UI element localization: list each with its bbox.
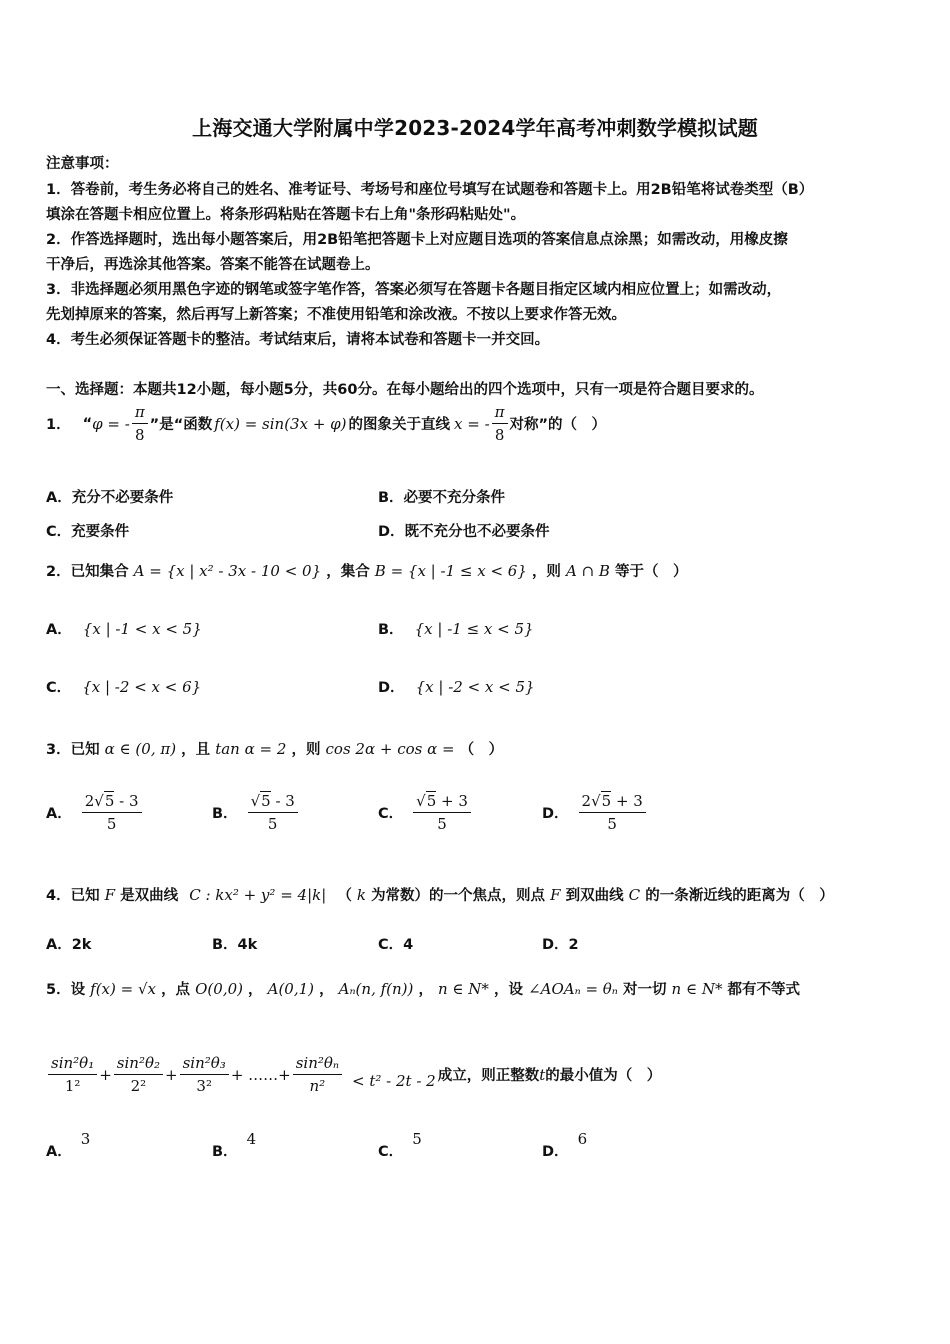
section-heading: 一、选择题：本题共12小题，每小题5分，共60分。在每小题给出的四个选项中，只有一项是符合题目要求的。 bbox=[46, 382, 764, 398]
question-4: 4．已知 F 是双曲线 C : kx² + y² = 4|k| （ k 为常数）的一个焦点，则点 F 到双曲线 C 的一条渐近线的距离为（ ） bbox=[46, 886, 834, 904]
question-1: 1． “ φ = - $\frac{\pi}{8}$ ”是“函数 f(x) = sin(3x + φ) 的图象关于直线 x = - $\frac{\pi}{8}$ 对称”的（ ） bbox=[46, 403, 607, 444]
option-c[interactable]: C． {x | -2 < x < 6} bbox=[46, 678, 202, 696]
fraction: $\frac{2√5 + 3}{5}$ bbox=[579, 792, 646, 833]
fraction: $\frac{\pi}{8}$ bbox=[132, 403, 148, 444]
option-b[interactable]: B．4k bbox=[212, 937, 258, 953]
option-a[interactable]: A． $\frac{2√5 - 3}{5}$ bbox=[46, 792, 144, 833]
page-title: 上海交通大学附属中学2023-2024学年高考冲刺数学模拟试题 bbox=[192, 116, 758, 140]
fraction: $\frac{\text{sin²θₙ}}{\text{n²}}$ bbox=[293, 1054, 342, 1095]
question-5: 5．设 f(x) = √x ，点 O(0,0) ， A(0,1) ， Aₙ(n, f(n)) ， n ∈ N* ，设 ∠AOAₙ = θₙ 对一切 n ∈ N* 都有不等式 bbox=[46, 980, 801, 998]
option-d[interactable]: D．2 bbox=[542, 937, 579, 953]
option-a[interactable]: A．2k bbox=[46, 937, 92, 953]
notice-line: 4．考生必须保证答题卡的整洁。考试结束后，请将本试卷和答题卡一并交回。 bbox=[46, 332, 550, 348]
notice-line: 2．作答选择题时，选出每小题答案后，用2B铅笔把答题卡上对应题目选项的答案信息点涂黑；如需改动，用橡皮擦 bbox=[46, 232, 788, 248]
option-d[interactable]: D． 6 bbox=[542, 1130, 588, 1160]
option-b[interactable]: B． $\frac{√5 - 3}{5}$ bbox=[212, 792, 300, 833]
notice-heading: 注意事项： bbox=[46, 156, 119, 172]
option-c[interactable]: C．充要条件 bbox=[46, 524, 130, 540]
math-function: f(x) = sin(3x + φ) bbox=[214, 414, 347, 433]
option-a[interactable]: A． 3 bbox=[46, 1130, 91, 1160]
math-angle: ∠AOAₙ = θₙ bbox=[528, 980, 618, 998]
notice-line: 先划掉原来的答案，然后再写上新答案；不准使用铅笔和涂改液。不按以上要求作答无效。 bbox=[46, 307, 626, 323]
fraction: $\frac{2√5 - 3}{5}$ bbox=[82, 792, 142, 833]
fraction: $\frac{\text{sin²θ₂}}{\text{2²}}$ bbox=[114, 1054, 163, 1095]
fraction: $\frac{\text{sin²θ₃}}{\text{3²}}$ bbox=[180, 1054, 229, 1095]
option-d[interactable]: D． $\frac{2√5 + 3}{5}$ bbox=[542, 792, 648, 833]
fraction: $\frac{√5 - 3}{5}$ bbox=[248, 792, 298, 833]
option-c[interactable]: C．4 bbox=[378, 937, 414, 953]
option-d[interactable]: D．既不充分也不必要条件 bbox=[378, 524, 550, 540]
math-rhs: < t² - 2t - 2 bbox=[352, 1071, 436, 1090]
notice-line: 3．非选择题必须用黑色字迹的钢笔或签字笔作答，答案必须写在答题卡各题目指定区域内相应位置上；如需改动， bbox=[46, 282, 782, 298]
option-b[interactable]: B．必要不充分条件 bbox=[378, 490, 506, 506]
fraction: $\frac{\text{sin²θ₁}}{\text{1²}}$ bbox=[48, 1054, 97, 1095]
math-intersection: A ∩ B bbox=[566, 562, 610, 580]
fraction: $\frac{\pi}{8}$ bbox=[492, 403, 508, 444]
notice-line: 干净后，再选涂其他答案。答案不能答在试题卷上。 bbox=[46, 257, 380, 273]
inequality: $\frac{\text{sin²θ₁}}{\text{1²}}$ + $\frac{\text{sin²θ₂}}{\text{2²}}$ + $\frac{\text{sin²θ₃}}{\text{3²}}$ + ……+ $\frac{\text{sin²θₙ}}{\text{n²}}$ < t² - 2t - 2 成立，则正整数 t 的最小值为（ ） bbox=[46, 1054, 661, 1095]
option-a[interactable]: A．充分不必要条件 bbox=[46, 490, 174, 506]
fraction: $\frac{√5 + 3}{5}$ bbox=[413, 792, 471, 833]
option-b[interactable]: B． {x | -1 ≤ x < 5} bbox=[378, 620, 534, 638]
math-line: x = - bbox=[454, 414, 490, 433]
math-tan: tan α = 2 bbox=[215, 740, 287, 758]
question-3: 3．已知 α ∈ (0, π) ，且 tan α = 2 ，则 cos 2α + cos α = （ ） bbox=[46, 740, 504, 758]
notice-line: 1．答卷前，考生务必将自己的姓名、准考证号、考场号和座位号填写在试题卷和答题卡上。用2B铅笔将试卷类型（B） bbox=[46, 182, 814, 198]
notice-line: 填涂在答题卡相应位置上。将条形码粘贴在答题卡右上角"条形码粘贴处"。 bbox=[46, 207, 526, 223]
math-set-a: A = {x | x² - 3x - 10 < 0} bbox=[133, 562, 322, 580]
option-b[interactable]: B． 4 bbox=[212, 1130, 257, 1160]
math-expression: cos 2α + cos α = bbox=[325, 740, 455, 758]
question-number: 1． bbox=[46, 417, 71, 433]
math-phi: φ = - bbox=[92, 414, 130, 433]
math-set-b: B = {x | -1 ≤ x < 6} bbox=[374, 562, 527, 580]
question-2: 2．已知集合 A = {x | x² - 3x - 10 < 0} ，集合 B = {x | -1 ≤ x < 6} ，则 A ∩ B 等于（ ） bbox=[46, 562, 688, 580]
math-curve: C : kx² + y² = 4|k| bbox=[189, 886, 327, 904]
option-d[interactable]: D． {x | -2 < x < 5} bbox=[378, 678, 535, 696]
option-c[interactable]: C． $\frac{√5 + 3}{5}$ bbox=[378, 792, 473, 833]
math-alpha: α ∈ (0, π) bbox=[104, 740, 177, 758]
option-a[interactable]: A． {x | -1 < x < 5} bbox=[46, 620, 202, 638]
math-function: f(x) = √x bbox=[90, 980, 156, 998]
option-c[interactable]: C． 5 bbox=[378, 1130, 422, 1160]
